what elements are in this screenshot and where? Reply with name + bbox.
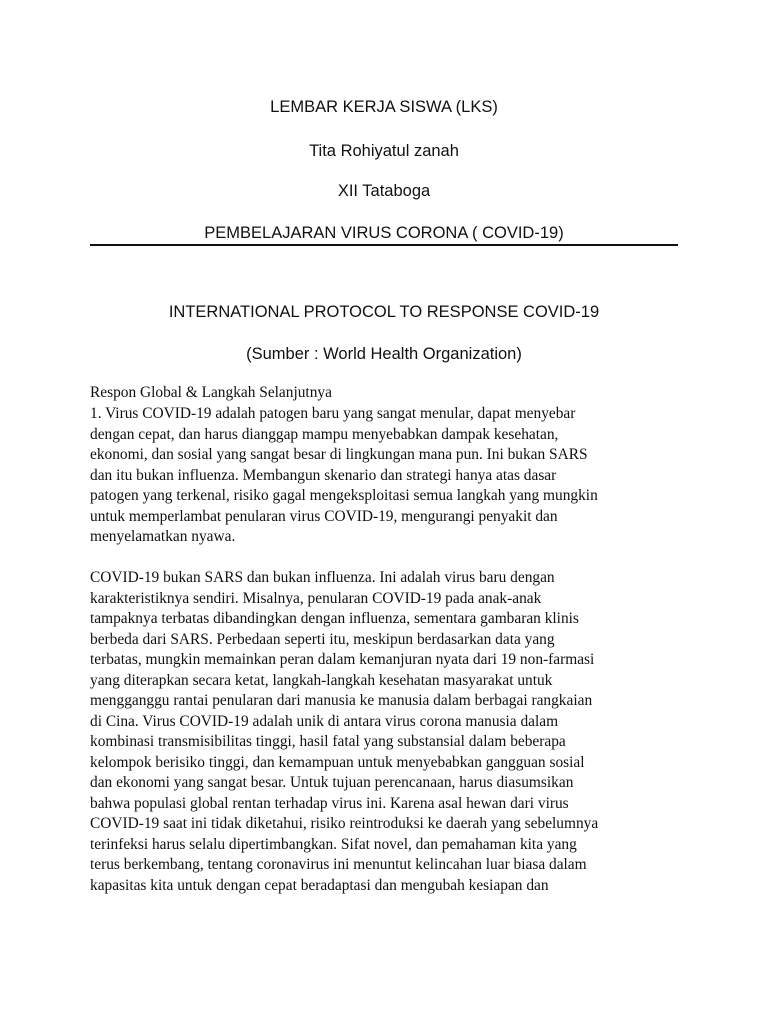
paragraph-line: terus berkembang, tentang coronavirus ini menuntut kelincahan luar biasa dalam (90, 856, 587, 873)
paragraph-line: kapasitas kita untuk dengan cepat beradaptasi dan mengubah kesiapan dan (90, 876, 549, 894)
paragraph-1 (90, 404, 680, 548)
subject-title: PEMBELAJARAN VIRUS CORONA ( COVID-19) (204, 224, 564, 242)
header-divider (90, 244, 678, 246)
paragraph-line: kombinasi transmisibilitas tinggi, hasil fatal yang substansial dalam beberapa (90, 733, 566, 750)
section-heading: Respon Global & Langkah Selanjutnya (90, 384, 332, 401)
paragraph-line: patogen yang terkenal, risiko gagal mengeksploitasi semua langkah yang mungkin (90, 487, 598, 504)
paragraph-line: dengan cepat, dan harus dianggap mampu menyebabkan dampak kesehatan, (90, 425, 559, 443)
paragraph-line: yang diterapkan secara ketat, langkah-langkah kesehatan masyarakat untuk (90, 671, 553, 689)
paragraph-line: COVID-19 saat ini tidak diketahui, risiko reintroduksi ke daerah yang sebelumnya (90, 815, 599, 832)
paragraph-line: 1. Virus COVID-19 adalah patogen baru yang sangat menular, dapat menyebar (90, 405, 576, 422)
paragraph-2 (90, 568, 680, 896)
paragraph-line: bahwa populasi global rentan terhadap virus ini. Karena asal hewan dari virus (90, 794, 569, 812)
paragraph-line: di Cina. Virus COVID-19 adalah unik di antara virus corona manusia dalam (90, 712, 559, 730)
document-title: INTERNATIONAL PROTOCOL TO RESPONSE COVID-19 (168, 303, 600, 321)
paragraph-line: karakteristiknya sendiri. Misalnya, penularan COVID-19 pada anak-anak (90, 589, 542, 607)
paragraph-line: dan itu bukan influenza. Membangun skenario dan strategi hanya atas dasar (90, 466, 557, 484)
paragraph-line: COVID-19 bukan SARS dan bukan influenza. Ini adalah virus baru dengan (90, 569, 555, 586)
source-citation: (Sumber : World Health Organization) (246, 345, 522, 363)
paragraph-line: ekonomi, dan sosial yang sangat besar di lingkungan mana pun. Ini bukan SARS (90, 446, 588, 463)
paragraph-line: terinfeksi harus selalu dipertimbangkan. Sifat novel, dan pemahaman kita yang (90, 835, 577, 853)
paragraph-line: kelompok berisiko tinggi, dan kemampuan untuk menyebabkan gangguan sosial (90, 753, 585, 771)
student-class: XII Tataboga (337, 182, 431, 200)
paragraph-line: menyelamatkan nyawa. (90, 528, 236, 545)
worksheet-title: LEMBAR KERJA SISWA (LKS) (270, 98, 498, 116)
paragraph-line: terbatas, mungkin memainkan peran dalam kemanjuran nyata dari 19 non-farmasi (90, 651, 595, 668)
paragraph-line: berbeda dari SARS. Perbedaan seperti itu, meskipun berdasarkan data yang (90, 630, 555, 648)
paragraph-line: tampaknya terbatas dibandingkan dengan influenza, sementara gambaran klinis (90, 610, 579, 627)
paragraph-line: dan ekonomi yang sangat besar. Untuk tujuan perencanaan, harus diasumsikan (90, 774, 574, 791)
student-name: Tita Rohiyatul zanah (309, 142, 459, 160)
paragraph-line: mengganggu rantai penularan dari manusia ke manusia dalam berbagai rangkaian (90, 692, 593, 709)
paragraph-line: untuk memperlambat penularan virus COVID-19, mengurangi penyakit dan (90, 507, 558, 525)
